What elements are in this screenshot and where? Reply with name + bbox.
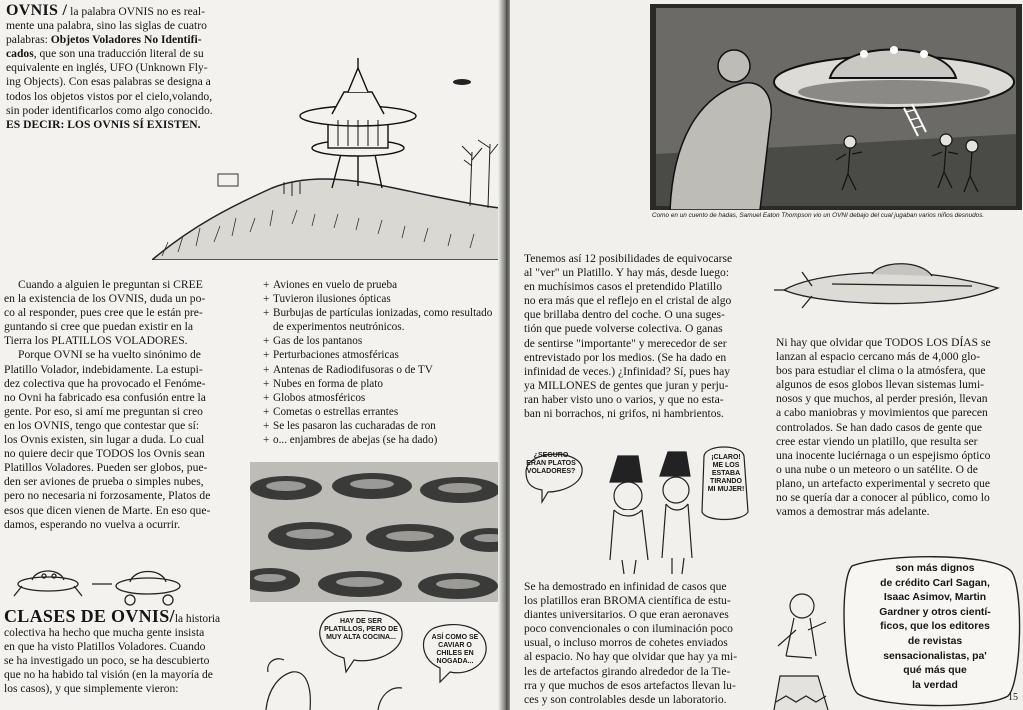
- plus-marker: +: [263, 307, 270, 320]
- list-item-text: Nubes en forma de plato: [273, 377, 383, 390]
- list-item: [263, 292, 495, 306]
- illustration-caption: Como en un cuento de hadas, Samuel Eaton Thompson vio un OVNI debajo del cual jugaban varios niños desnudos.: [652, 212, 985, 219]
- plus-marker: +: [263, 391, 270, 404]
- body-paragraph: Cuando a alguien le preguntan si CREE en la existencia de los OVNIS, duda un po- co al responder, pues cree que le están pre- guntando si cree que puedan existir en la Tierra los PLATILLOS VOLADORES. Porque OVNI se ha vuelto sinónimo de Platillo Volador, indebidamente. La estupi- dez colectiva que ha provocado el Fenóme- no Ovni ha fabricado esa confusión entre la gente. Por eso, si amí me preguntan si creo en los OVNIS, tengo que contestar que sí: los Ovnis existen, sin lugar a duda. Lo cual no quiere decir que TODOS los Ovnis sean Platillos Voladores. Pueden ser globos, pue- den ser aviones de prueba o simples nubes, pero no necesaria ni forzosamente, Platos de esos que dicen vienen de Marte. En eso que- damos, esperando no vuelva a ocurrir.: [4, 278, 211, 531]
- plus-marker: +: [263, 335, 270, 348]
- list-item: [263, 363, 495, 377]
- plus-marker: +: [263, 434, 270, 447]
- list-item-text: Globos atmosféricos: [273, 391, 366, 404]
- plus-marker: +: [263, 363, 270, 376]
- speech-bubble-2: ASÍ COMO SE CAVIAR O CHILES EN NOGADA...: [431, 634, 479, 665]
- scientist-speech-bubble: son más dignos de crédito Carl Sagan, Isaac Asimov, Martin Gardner y otros cientí- ficos, que los editores de revistas sensacionalistas, pa' qué más que la verdad: [879, 563, 991, 691]
- plus-marker: +: [263, 405, 270, 418]
- plus-list: [263, 278, 495, 447]
- intro-paragraph: OVNIS / la palabra OVNIS no es real- mente una palabra, sino las siglas de cuatro palabras: Objetos Voladores No Identifi- cados, que son una traducción literal de su equivalente en inglés, UFO (Unknown Fly- ing Objects). Con esas palabras se designa a todos los objetos vistos por el cielo,volando, sin poder identificarlos como algo conocido. ES DECIR: LOS OVNIS SÍ EXISTEN.: [6, 2, 213, 131]
- list-item-text: Perturbaciones atmosféricas: [273, 349, 399, 362]
- intro-heading: OVNIS /: [6, 2, 68, 19]
- list-item-text: Aviones en vuelo de prueba: [273, 279, 398, 291]
- section-heading: CLASES DE OVNIS/: [4, 606, 175, 626]
- list-item: [263, 405, 495, 419]
- list-item-text: Tuvieron ilusiones ópticas: [273, 293, 391, 306]
- possibilities-paragraph: Tenemos así 12 posibilidades de equivocarse al "ver" un Platillo. Y hay más, desde luego: en muchísimos casos el pretendido Platillo no era más que el reflejo en el cristal de algo que brillaba dentro del coche. O una suges- tión que puede volverse colectiva. O ganas de sentirse "importante" y merecedor de ser entrevistado por los medios. (Se ha dado en infinidad de veces.) ¿Infinidad? Sí, pues hay ya MILLONES de gentes que juran y perju- ran haber visto uno o varios, y que no esta- ban ni borrachos, ni grifos, ni hambrientos.: [524, 252, 733, 421]
- plus-marker: +: [263, 419, 270, 432]
- plus-marker: +: [263, 377, 270, 390]
- list-item: [263, 278, 495, 292]
- list-item: [263, 419, 495, 433]
- sketch-saucer-icon: [8, 562, 208, 606]
- list-item-text: Cometas o estrellas errantes: [273, 405, 399, 418]
- balloons-paragraph: Ni hay que olvidar que TODOS LOS DÍAS se lanzan al espacio cercano más de 4,000 glo- bos para estudiar el clima o la atmósfera, que algunos de esos globos llevan sistemas lumi- nosos y que muchos, al perder presión, llevan a cabo maniobras y movimientos que parecen controlados. Se han dado casos de gente que cree estar viendo un platillo, que resulta ser una inocente luciérnaga o un espejismo óptico o una nube o un meteoro o un satélite. O de plano, un artefacto experimental y secreto que no se quería dar a conocer al público, como lo vamos a demostrar más adelante.: [776, 336, 991, 519]
- cartoon-bubble-right: ¡CLARO! ME LOS ESTABA TIRANDO MI MUJER!: [707, 454, 745, 493]
- page-number: 15: [1008, 692, 1018, 703]
- ufo-swarm-photo: [250, 462, 502, 602]
- explanations-list: [263, 278, 495, 447]
- list-item: [263, 334, 495, 348]
- right-page: [510, 0, 1023, 710]
- rocket-sketch: [772, 254, 1012, 316]
- cartoon-bubble-left: ¿SEGURO ERAN PLATOS VOLADORES?: [526, 452, 576, 475]
- list-item-text: o... enjambres de abejas (se ha dado): [273, 434, 438, 447]
- plus-marker: +: [263, 279, 270, 291]
- speech-bubble-1: HAY DE SER PLATILLOS, PERO DE MUY ALTA COCINA...: [324, 618, 398, 641]
- left-page: [0, 0, 502, 710]
- list-item: [263, 306, 495, 334]
- list-item-text: Antenas de Radiodifusoras o de TV: [273, 363, 433, 376]
- list-item-text: Se les pasaron las cucharadas de ron: [273, 419, 436, 432]
- plus-marker: +: [263, 349, 270, 362]
- broma-paragraph: Se ha demostrado en infinidad de casos que los platillos eran BROMA científica de estu- diantes universitarios. O que eran aeronaves poco convencionales o con iluminación poco usual, o incluso morros de cohetes enviados al espacio. No hay que olvidar que hay ya mi- les de artefactos girando alrededor de la Tie- rra y que muchos de esos artefactos llevan lu- ces y son controlables desde un laboratorio.: [524, 580, 738, 706]
- list-item: [263, 433, 495, 447]
- list-item-text: Burbujas de partículas ionizadas, como resultado de experimentos neutrónicos.: [273, 307, 493, 334]
- temple-ufo-illustration: [152, 56, 500, 260]
- list-item: [263, 391, 495, 405]
- list-item-text: Gas de los pantanos: [273, 335, 363, 348]
- list-item: [263, 377, 495, 391]
- plus-marker: +: [263, 293, 270, 306]
- ufo-children-illustration: [650, 4, 1022, 210]
- list-item: [263, 348, 495, 362]
- classes-section: CLASES DE OVNIS/la historia colectiva ha hecho que mucha gente insista en que ha visto Platillos Voladores. Cuando se ha investigado un poco, se ha descubierto que no ha habido tal visión (en la mayoría de los casos), y que simplemente vieron:: [4, 606, 221, 696]
